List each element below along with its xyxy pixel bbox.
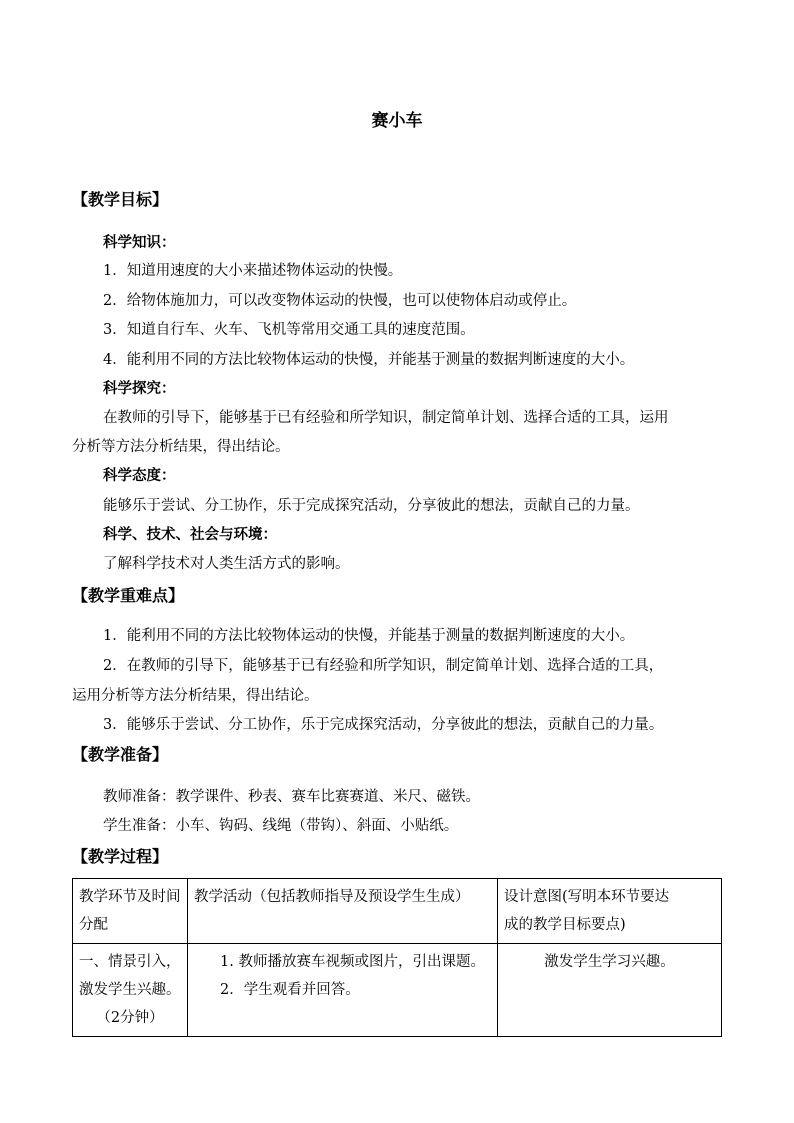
activity-item: 2．学生观看并回答。	[220, 982, 360, 998]
stage-cell	[73, 944, 188, 1037]
activity-cell	[188, 944, 498, 1037]
header-text: 设计意图(写明本环节要达	[504, 889, 670, 905]
inquiry-heading: 科学探究：	[103, 380, 176, 397]
header-text: 教学环节及时间	[79, 889, 181, 905]
inquiry-text: 分析等方法分析结果，得出结论。	[72, 439, 290, 455]
header-cell-intent	[498, 879, 722, 944]
preparation-heading: 【教学准备】	[72, 745, 169, 764]
key-point-item: 1．能利用不同的方法比较物体运动的快慢，并能基于测量的数据判断速度的大小。	[103, 628, 635, 644]
teacher-preparation: 教师准备：教学课件、秒表、赛车比赛赛道、米尺、磁铁。	[103, 789, 480, 805]
table-row	[73, 944, 722, 1037]
document-title: 赛小车	[371, 111, 423, 131]
key-point-item: 3．能够乐于尝试、分工协作，乐于完成探究活动，分享彼此的想法，贡献自己的力量。	[103, 717, 664, 733]
header-text: 教学活动（包括教师指导及预设学生生成）	[194, 889, 470, 905]
process-table	[72, 878, 722, 1037]
process-heading: 【教学过程】	[72, 847, 169, 866]
header-text: 成的教学目标要点)	[504, 917, 626, 933]
key-point-item: 运用分析等方法分析结果，得出结论。	[72, 688, 319, 704]
intent-text: 激发学生学习兴趣。	[544, 954, 675, 970]
stse-text: 了解科学技术对人类生活方式的影响。	[103, 556, 350, 572]
knowledge-item: 2．给物体施加力，可以改变物体运动的快慢，也可以使物体启动或停止。	[103, 293, 577, 309]
stage-text: 激发学生兴趣。	[79, 982, 181, 998]
table-header-row	[73, 879, 722, 944]
key-point-item: 2．在教师的引导下，能够基于已有经验和所学知识，制定简单计划、选择合适的工具，	[103, 658, 664, 674]
header-cell-stage	[73, 879, 188, 944]
goals-heading: 【教学目标】	[72, 190, 169, 209]
header-cell-activity	[188, 879, 498, 944]
header-text: 分配	[79, 917, 108, 933]
attitude-text: 能够乐于尝试、分工协作，乐于完成探究活动，分享彼此的想法，贡献自己的力量。	[103, 498, 640, 514]
attitude-heading: 科学态度：	[103, 467, 176, 484]
intent-cell	[498, 944, 722, 1037]
inquiry-text: 在教师的引导下，能够基于已有经验和所学知识，制定简单计划、选择合适的工具，运用	[103, 410, 669, 426]
stage-duration: （2分钟）	[96, 1010, 164, 1026]
activity-item: 1. 教师播放赛车视频或图片，引出课题。	[220, 954, 485, 970]
stage-text: 一、情景引入，	[79, 954, 181, 970]
knowledge-item: 4．能利用不同的方法比较物体运动的快慢，并能基于测量的数据判断速度的大小。	[103, 352, 635, 368]
knowledge-heading: 科学知识：	[103, 234, 176, 251]
knowledge-item: 1．知道用速度的大小来描述物体运动的快慢。	[103, 263, 403, 279]
stse-heading: 科学、技术、社会与环境：	[103, 526, 277, 543]
student-preparation: 学生准备：小车、钩码、线绳（带钩）、斜面、小贴纸。	[103, 818, 459, 834]
key-points-heading: 【教学重难点】	[72, 586, 185, 605]
knowledge-item: 3．知道自行车、火车、飞机等常用交通工具的速度范围。	[103, 322, 475, 338]
